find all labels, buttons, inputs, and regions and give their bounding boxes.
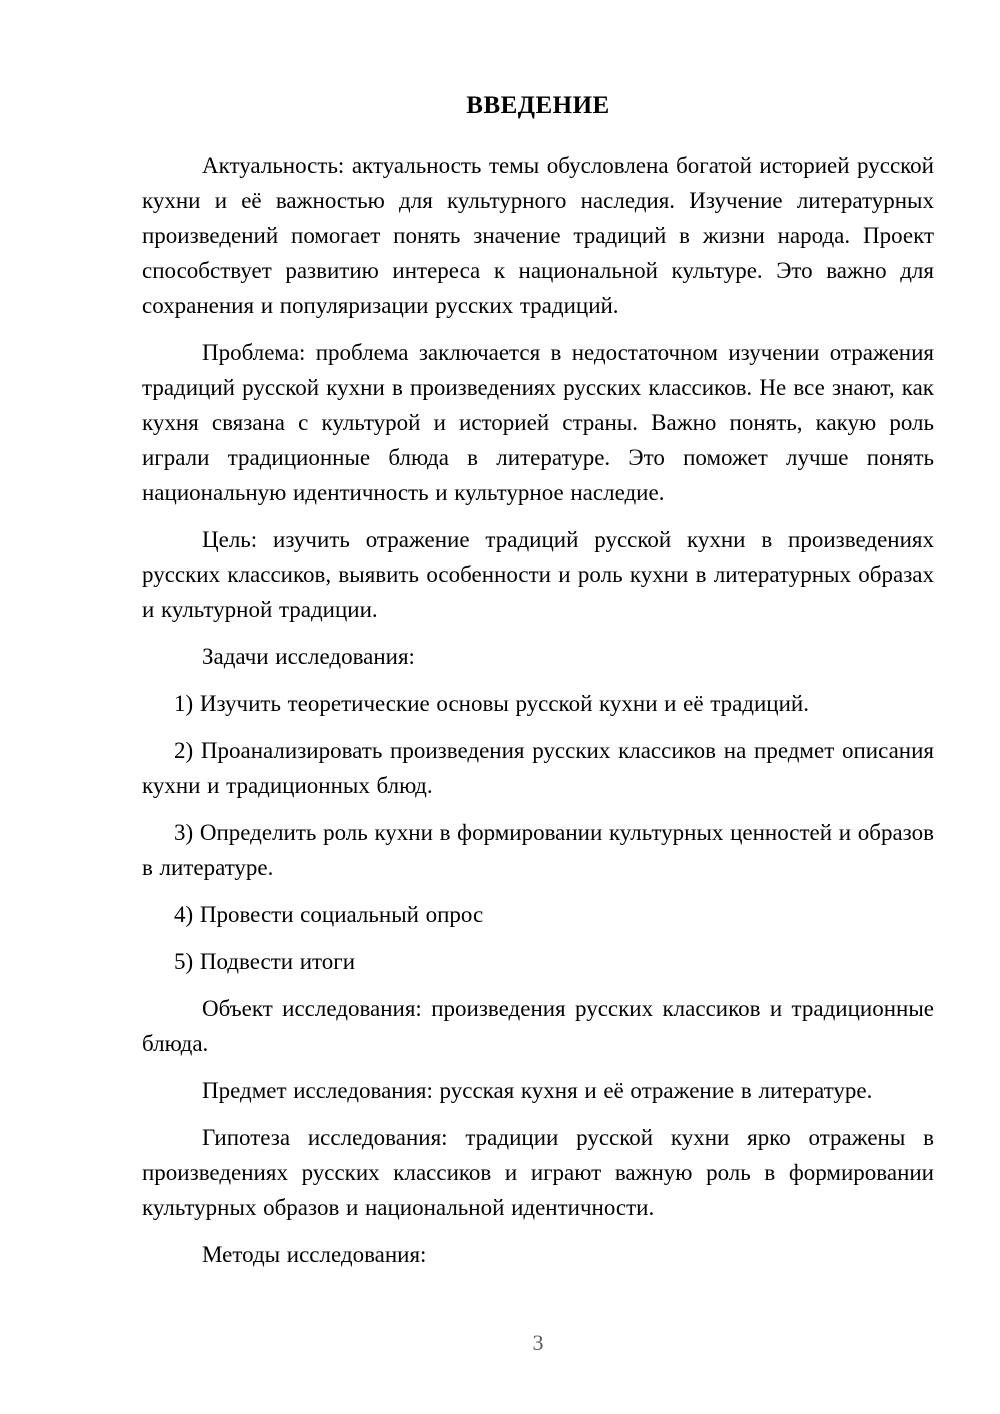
paragraph-zadachi-heading: Задачи исследования: [202,644,415,669]
paragraph-problema: Проблема: проблема заключается в недостаточном изучении отражения традиций русской кухни в произведениях русских классиков. Не все знают, как кухня связана с культурой и историей страны. Важно понять, какую роль играли традиционные блюда в литературе. Это поможет лучше понять национальную идентичность и культурное наследие. [142,340,934,505]
page-title: ВВЕДЕНИЕ [466,92,610,119]
paragraph-predmet: Предмет исследования: русская кухня и её отражение в литературе. [202,1078,873,1103]
list-item-4: 4) Провести социальный опрос [174,902,484,927]
paragraph-metody-heading: Методы исследования: [202,1242,427,1267]
paragraph-aktualnost: Актуальность: актуальность темы обусловлена богатой историей русской кухни и её важностью для культурного наследия. Изучение литературных произведений помогает понять значение традиций в жизни народа. Проект способствует развитию интереса к национальной культуре. Это важно для сохранения и популяризации русских традиций. [142,153,934,318]
list-item-1: 1) Изучить теоретические основы русской кухни и её традиций. [174,691,809,716]
page-number: 3 [532,1330,544,1355]
list-item-5: 5) Подвести итоги [174,949,356,974]
paragraph-gipoteza: Гипотеза исследования: традиции русской кухни ярко отражены в произведениях русских классиков и играют важную роль в формировании культурных образов и национальной идентичности. [142,1125,934,1220]
paragraph-obekt: Объект исследования: произведения русских классиков и традиционные блюда. [142,996,934,1056]
list-item-2: 2) Проанализировать произведения русских классиков на предмет описания кухни и традиционных блюд. [142,738,934,798]
list-item-3: 3) Определить роль кухни в формировании культурных ценностей и образов в литературе. [142,820,934,880]
paragraph-tsel: Цель: изучить отражение традиций русской кухни в произведениях русских классиков, выявить особенности и роль кухни в литературных образах и культурной традиции. [142,527,934,622]
